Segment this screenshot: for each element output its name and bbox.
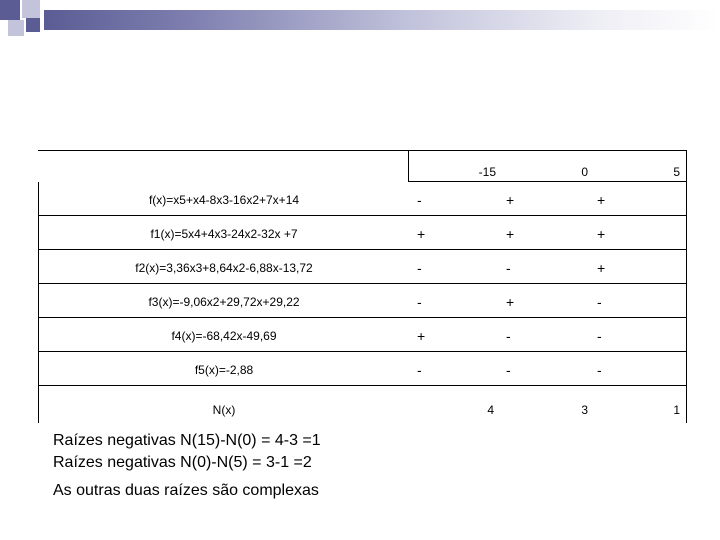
header-value: 5 bbox=[673, 165, 680, 179]
sign-cell: - bbox=[506, 328, 511, 344]
sign-cell: + bbox=[506, 192, 515, 208]
sign-cell: + bbox=[506, 294, 515, 310]
sign-cell: - bbox=[597, 362, 602, 378]
nx-value: 4 bbox=[487, 403, 494, 417]
sturm-sign-table bbox=[38, 150, 687, 423]
table-row bbox=[38, 216, 686, 250]
note-line: Raízes negativas N(0)-N(5) = 3-1 =2 bbox=[53, 454, 312, 471]
header-value: 0 bbox=[581, 165, 588, 179]
table-row bbox=[38, 352, 686, 386]
sign-cell: + bbox=[597, 260, 606, 276]
table-row bbox=[38, 250, 686, 284]
sign-cell: + bbox=[506, 226, 515, 242]
sign-cell: - bbox=[506, 362, 511, 378]
sign-cell: - bbox=[417, 294, 422, 310]
function-label: f4(x)=-68,42x-49,69 bbox=[171, 329, 277, 343]
sign-cell: - bbox=[417, 260, 422, 276]
sign-cell: - bbox=[417, 362, 422, 378]
table-row bbox=[38, 182, 686, 216]
table-row bbox=[38, 318, 686, 352]
nx-label: N(x) bbox=[212, 403, 236, 417]
header-gradient-bar bbox=[44, 10, 720, 30]
sign-cell: - bbox=[597, 294, 602, 310]
function-label: f(x)=x5+x4-8x3-16x2+7x+14 bbox=[148, 193, 300, 207]
note-line: As outras duas raízes são complexas bbox=[53, 482, 319, 499]
header-square-light-lower bbox=[8, 20, 24, 36]
header-square-dark bbox=[0, 0, 20, 20]
table-header-row bbox=[408, 151, 686, 182]
sign-cell: - bbox=[506, 260, 511, 276]
sign-cell: + bbox=[417, 226, 426, 242]
nx-value: 1 bbox=[673, 403, 680, 417]
conclusion-notes bbox=[53, 430, 321, 502]
sign-cell: + bbox=[597, 226, 606, 242]
nx-value: 3 bbox=[581, 403, 588, 417]
function-label: f1(x)=5x4+4x3-24x2-32x +7 bbox=[150, 227, 298, 241]
note-line: Raízes negativas N(15)-N(0) = 4-3 =1 bbox=[53, 432, 321, 449]
sign-cell: + bbox=[417, 328, 426, 344]
header-value: -15 bbox=[478, 165, 496, 179]
header-square-light bbox=[22, 0, 40, 18]
table-row-nx bbox=[38, 386, 686, 423]
function-label: f3(x)=-9,06x2+29,72x+29,22 bbox=[148, 295, 300, 309]
sign-cell: - bbox=[417, 192, 422, 208]
header-square-dark-lower bbox=[26, 18, 40, 32]
function-label: f5(x)=-2,88 bbox=[194, 363, 254, 377]
sign-cell: - bbox=[597, 328, 602, 344]
table-row bbox=[38, 284, 686, 318]
function-label: f2(x)=3,36x3+8,64x2-6,88x-13,72 bbox=[135, 261, 313, 275]
sign-cell: + bbox=[597, 192, 606, 208]
